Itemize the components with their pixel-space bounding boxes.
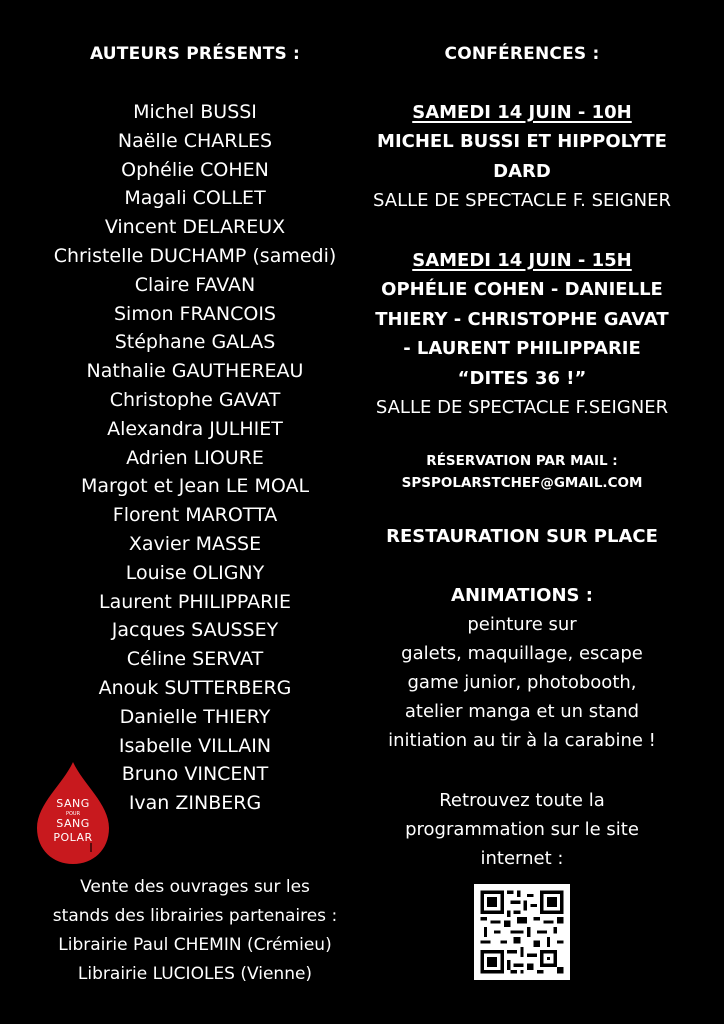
sales-line: Librairie LUCIOLES (Vienne) xyxy=(77,964,313,984)
animations-line: initiation au tir à la carabine ! xyxy=(388,730,656,751)
conference-title-line: MICHEL BUSSI ET HIPPOLYTE xyxy=(377,131,667,152)
author-name: Christophe GAVAT xyxy=(109,388,281,411)
animations-line: peinture sur xyxy=(467,614,577,635)
author-name: Nathalie GAUTHEREAU xyxy=(86,360,304,383)
conference-title-line: DARD xyxy=(493,160,551,182)
programme-line: internet : xyxy=(480,848,564,869)
author-name: Michel BUSSI xyxy=(133,101,257,123)
sales-line: stands des librairies partenaires : xyxy=(52,906,338,926)
authors-list xyxy=(0,98,390,818)
author-name: Stéphane GALAS xyxy=(114,331,276,354)
author-name: Isabelle VILLAIN xyxy=(118,734,272,757)
author-name: Laurent PHILIPPARIE xyxy=(99,590,291,613)
author-name: Anouk SUTTERBERG xyxy=(98,676,292,699)
author-name: Adrien LIOURE xyxy=(126,446,264,469)
restauration-info xyxy=(360,522,684,551)
author-name: Danielle THIERY xyxy=(119,705,271,728)
programme-line: programmation sur le site xyxy=(405,819,639,840)
author-name: Ophélie COHEN xyxy=(121,158,269,181)
conference-date: SAMEDI 14 JUIN - 10H xyxy=(412,102,632,123)
author-name: Naëlle CHARLES xyxy=(117,129,273,152)
qr-code-icon[interactable] xyxy=(474,884,570,980)
author-name: Ivan ZINBERG xyxy=(128,792,262,815)
author-name: Vincent DELAREUX xyxy=(104,216,286,239)
authors-heading: AUTEURS PRÉSENTS : xyxy=(89,44,301,64)
animations-line: game junior, photobooth, xyxy=(407,672,637,693)
svg-text:POUR: POUR xyxy=(65,811,81,817)
restauration-text: RESTAURATION SUR PLACE xyxy=(386,526,658,547)
conference-date: SAMEDI 14 JUIN - 15H xyxy=(412,250,632,271)
author-name: Alexandra JULHIET xyxy=(107,417,283,440)
conference-title-line: THIERY - CHRISTOPHE GAVAT xyxy=(375,308,669,330)
reservation-label: RÉSERVATION PAR MAIL : xyxy=(426,453,618,469)
animations-line: atelier manga et un stand xyxy=(404,701,640,722)
conference-venue: SALLE DE SPECTACLE F. SEIGNER xyxy=(373,190,671,211)
animations-line: galets, maquillage, escape xyxy=(401,643,643,664)
svg-text:SANG: SANG xyxy=(56,817,90,830)
author-name: Jacques SAUSSEY xyxy=(111,619,279,642)
sang-pour-sang-polar-logo xyxy=(33,760,113,866)
book-sales-info xyxy=(0,873,390,989)
animations-info xyxy=(360,581,684,755)
svg-text:SANG: SANG xyxy=(56,797,90,810)
author-name: Claire FAVAN xyxy=(134,273,256,296)
conference-venue: SALLE DE SPECTACLE F.SEIGNER xyxy=(375,397,669,418)
conference-title-line: “DITES 36 !” xyxy=(457,367,587,389)
reservation-email: SPSPOLARSTCHEF@GMAIL.COM xyxy=(401,475,643,491)
reservation-info xyxy=(360,450,684,494)
conference-title-line: - LAURENT PHILIPPARIE xyxy=(403,338,641,359)
author-name: Louise OLIGNY xyxy=(125,561,265,584)
sales-line: Vente des ouvrages sur les xyxy=(80,877,310,897)
author-name: Xavier MASSE xyxy=(128,532,262,555)
animations-heading: ANIMATIONS : xyxy=(451,585,593,606)
sales-line: Librairie Paul CHEMIN (Crémieu) xyxy=(58,935,332,955)
conference-2 xyxy=(360,246,684,423)
author-name: Magali COLLET xyxy=(124,187,266,210)
author-name: Margot et Jean LE MOAL xyxy=(80,475,310,498)
author-name: Florent MAROTTA xyxy=(112,504,278,527)
author-name: Bruno VINCENT xyxy=(121,763,269,786)
programme-line: Retrouvez toute la xyxy=(439,790,605,811)
author-name: Simon FRANCOIS xyxy=(113,302,276,325)
author-name: Céline SERVAT xyxy=(126,648,264,671)
author-name: Christelle DUCHAMP (samedi) xyxy=(53,244,337,267)
programme-info xyxy=(360,786,684,873)
svg-text:POLAR: POLAR xyxy=(53,831,93,844)
conferences-heading: CONFÉRENCES : xyxy=(444,44,600,64)
conference-title-line: OPHÉLIE COHEN - DANIELLE xyxy=(381,279,663,300)
conference-1 xyxy=(360,98,684,216)
